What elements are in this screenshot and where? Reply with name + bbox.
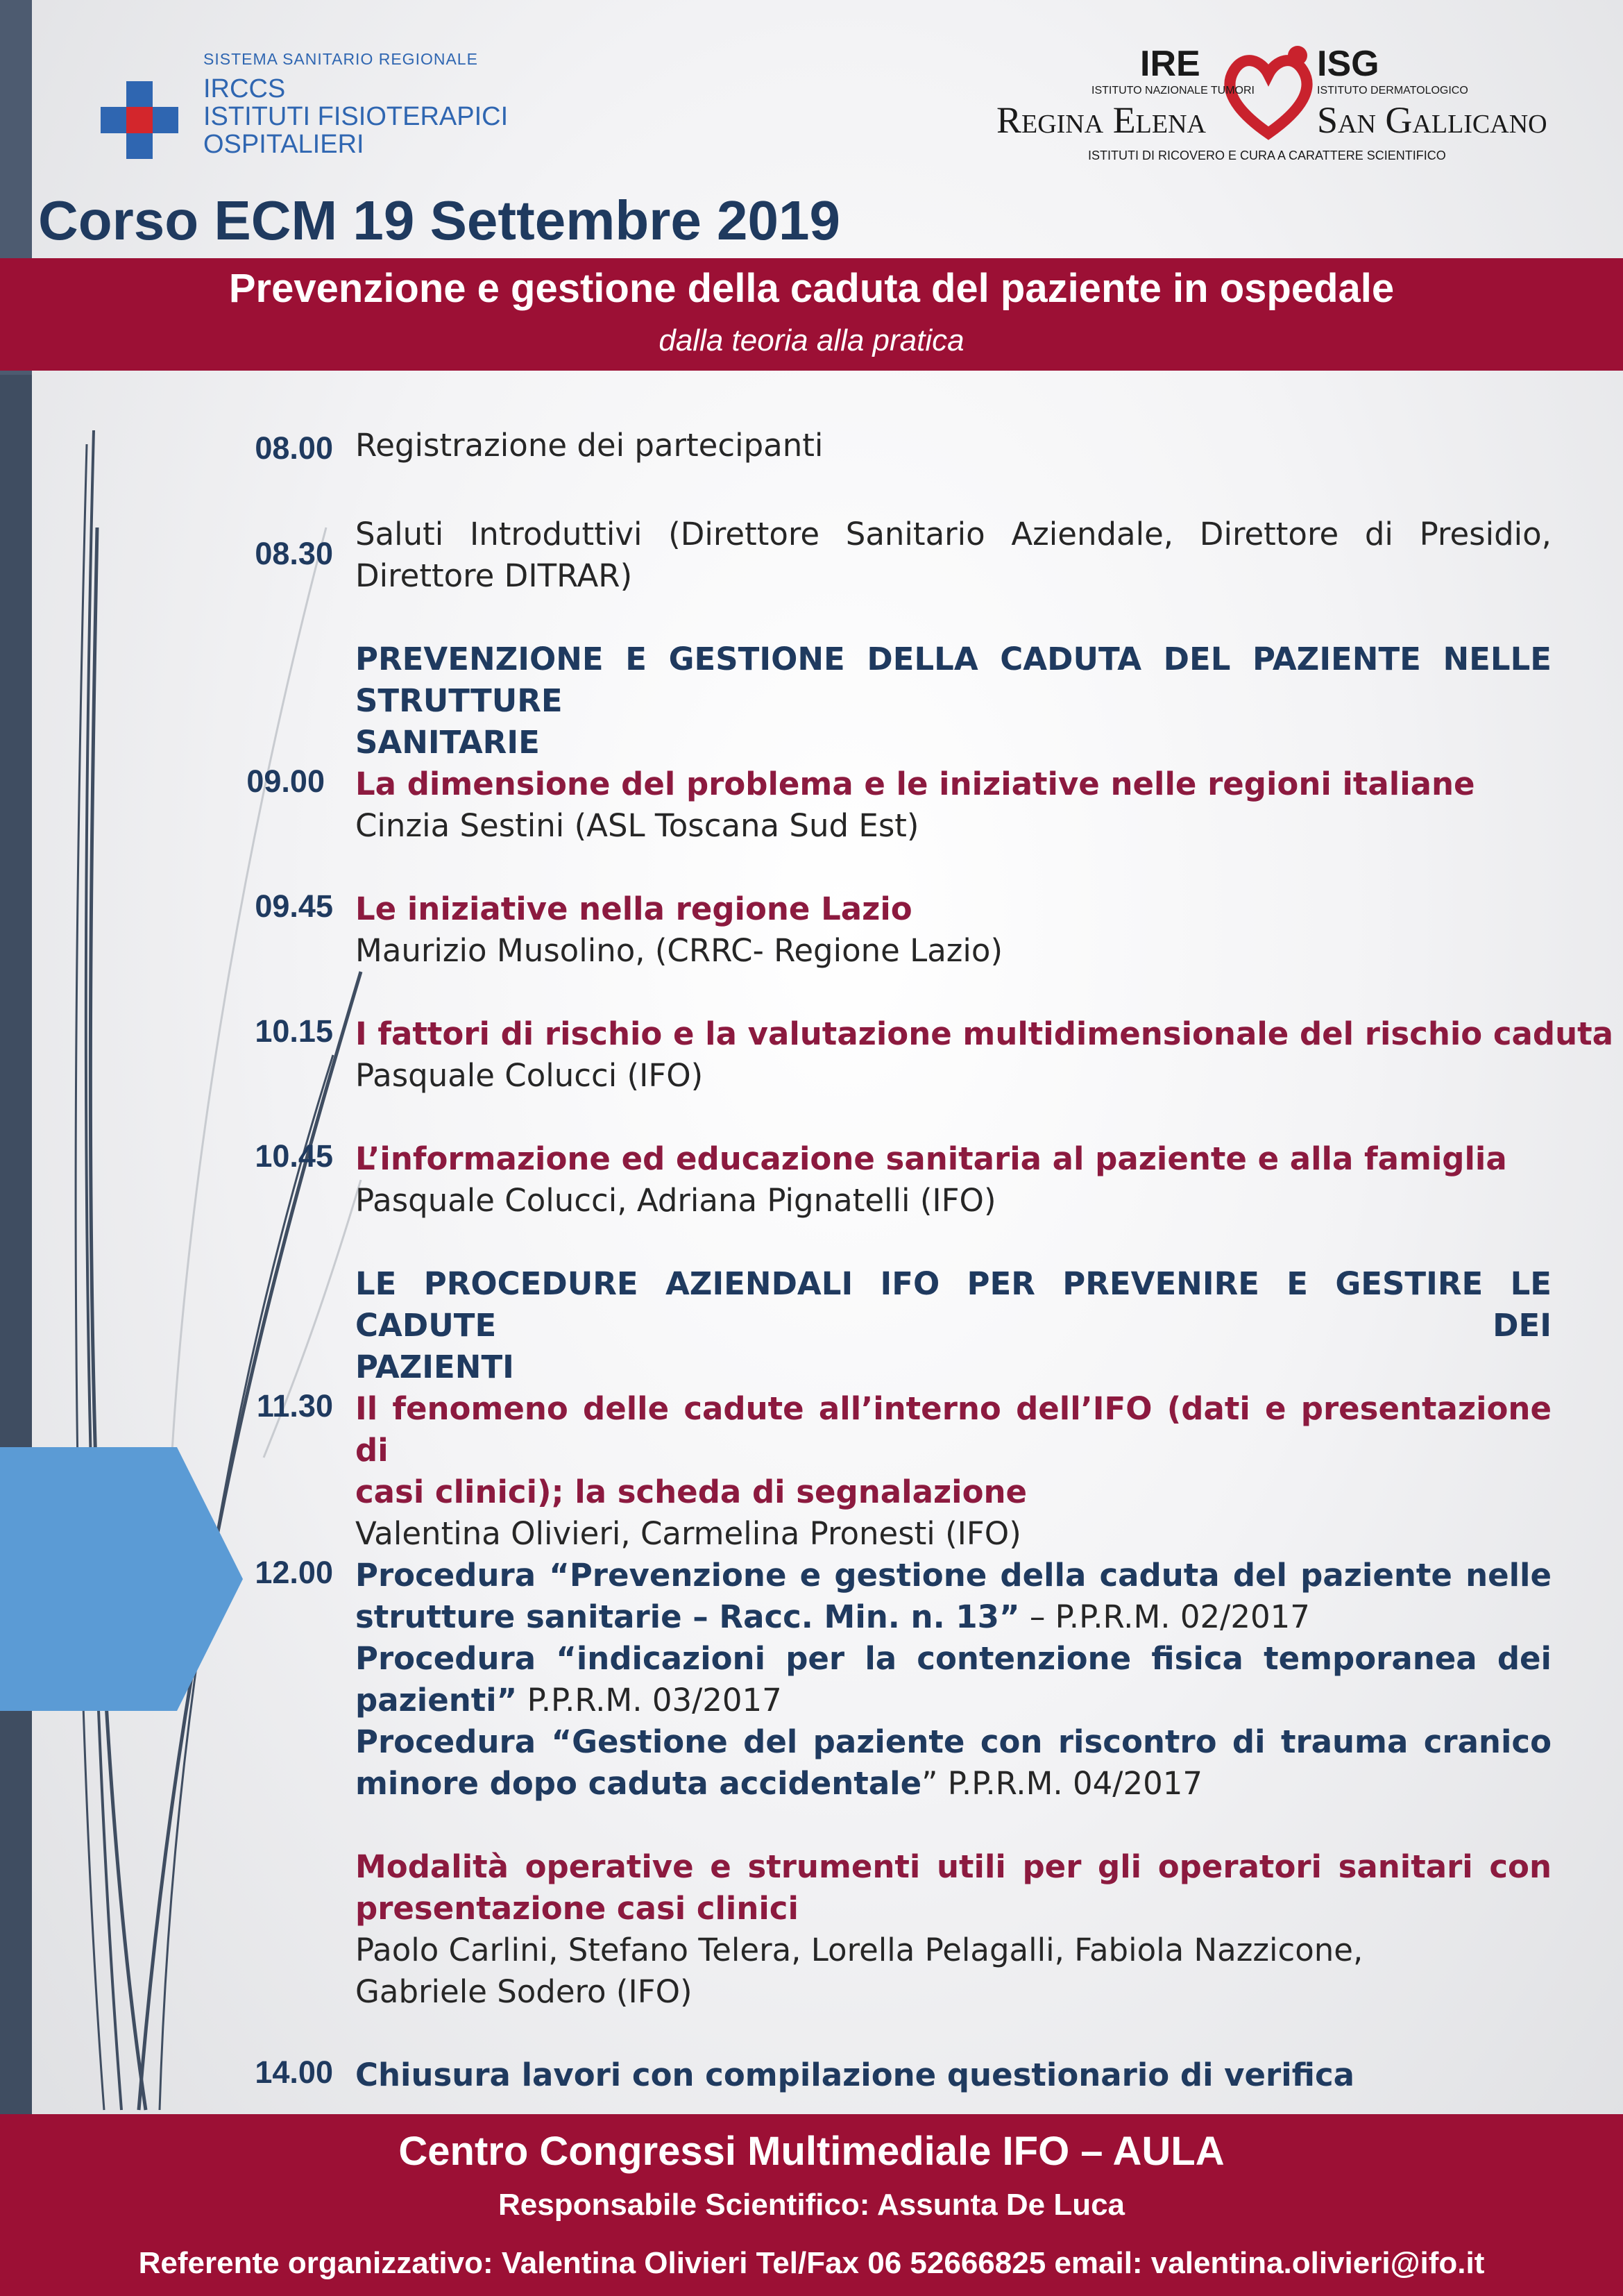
section2-line2: PAZIENTI bbox=[355, 1349, 514, 1385]
procedure3-code: ” P.P.R.M. 04/2017 bbox=[921, 1765, 1203, 1802]
procedure3-line1: Procedura “Gestione del paziente con riscontro di trauma cranico bbox=[355, 1723, 1552, 1760]
item-0900 bbox=[355, 763, 1552, 847]
item-modalita bbox=[355, 1846, 1552, 2013]
talk-title-0900: La dimensione del problema e le iniziative nelle regioni italiane bbox=[355, 766, 1475, 802]
item-1045 bbox=[355, 1138, 1552, 1222]
logo-system-text: SISTEMA SANITARIO REGIONALE bbox=[203, 50, 478, 68]
medical-cross-icon bbox=[101, 81, 178, 159]
footer-scientific: Responsabile Scientifico: Assunta De Luca bbox=[498, 2188, 1125, 2222]
procedure1-code: – P.P.R.M. 02/2017 bbox=[1019, 1598, 1310, 1635]
footer-venue: Centro Congressi Multimediale IFO – AULA bbox=[398, 2129, 1225, 2174]
logo-ire: IRE bbox=[1140, 44, 1200, 84]
logo-line-ospitalieri: OSPITALIERI bbox=[203, 130, 364, 159]
item-1015 bbox=[355, 1013, 1614, 1097]
time-1200: 12.00 bbox=[255, 1555, 333, 1590]
item-greetings bbox=[355, 514, 1552, 597]
modalita-speakers2: Gabriele Sodero (IFO) bbox=[355, 1973, 692, 2010]
item-1400 bbox=[355, 2054, 1552, 2096]
banner-title: Prevenzione e gestione della caduta del paziente in ospedale bbox=[228, 266, 1395, 311]
procedure2-line1: Procedura “indicazioni per la contenzione fisica temporanea dei bbox=[355, 1640, 1552, 1677]
talk-title-1045: L’informazione ed educazione sanitaria al paziente e alla famiglia bbox=[355, 1140, 1507, 1177]
time-1400: 14.00 bbox=[255, 2054, 333, 2090]
time-0900: 09.00 bbox=[246, 763, 325, 799]
logo-isg-sub: ISTITUTO DERMATOLOGICO bbox=[1317, 85, 1468, 96]
logo-regina-elena: Regina Elena bbox=[996, 99, 1206, 141]
speaker-0900: Cinzia Sestini (ASL Toscana Sud Est) bbox=[355, 807, 919, 844]
time-0830: 08.30 bbox=[255, 536, 333, 571]
section1-line1: PREVENZIONE E GESTIONE DELLA CADUTA DEL PAZIENTE NELLE STRUTTURE bbox=[355, 641, 1552, 719]
time-1045: 10.45 bbox=[255, 1138, 333, 1174]
logo-ire-sub: ISTITUTO NAZIONALE TUMORI bbox=[1091, 85, 1255, 96]
logo-line-ircss: IRCCS bbox=[203, 74, 286, 103]
section-heading-1 bbox=[355, 639, 1552, 763]
ire-isg-logo bbox=[970, 43, 1560, 168]
modalita-speakers1: Paolo Carlini, Stefano Telera, Lorella Pelagalli, Fabiola Nazzicone, bbox=[355, 1932, 1363, 1968]
item-1200 bbox=[355, 1555, 1552, 1805]
footer-banner bbox=[0, 2114, 1623, 2296]
course-title: Corso ECM 19 Settembre 2019 bbox=[38, 189, 841, 251]
item-1130 bbox=[355, 1388, 1552, 1555]
procedure1-line2-bold: strutture sanitarie – Racc. Min. n. 13” bbox=[355, 1598, 1020, 1635]
time-1015: 10.15 bbox=[255, 1013, 333, 1049]
item-registration bbox=[355, 425, 1552, 466]
footer-contact: Referente organizzativo: Valentina Olivieri Tel/Fax 06 52666825 email: valentina.olivieri@ifo.it bbox=[138, 2246, 1485, 2280]
time-1130: 11.30 bbox=[256, 1388, 333, 1424]
speaker-1045: Pasquale Colucci, Adriana Pignatelli (IFO) bbox=[355, 1182, 996, 1219]
blue-chevron-shape bbox=[0, 1447, 243, 1711]
section1-line2: SANITARIE bbox=[355, 724, 540, 761]
procedure1-line1: Procedura “Prevenzione e gestione della caduta del paziente nelle bbox=[355, 1557, 1552, 1594]
closing-text: Chiusura lavori con compilazione questionario di verifica bbox=[355, 2057, 1355, 2093]
speaker-1015: Pasquale Colucci (IFO) bbox=[355, 1057, 704, 1094]
greetings-line1: Saluti Introduttivi (Direttore Sanitario Aziendale, Direttore di Presidio, bbox=[355, 516, 1552, 552]
talk-title-1130-line1: Il fenomeno delle cadute all’interno dell’IFO (dati e presentazione di bbox=[355, 1390, 1552, 1469]
procedure3-line2-bold: minore dopo caduta accidentale bbox=[355, 1765, 922, 1802]
section2-line1: LE PROCEDURE AZIENDALI IFO PER PREVENIRE E GESTIRE LE CADUTE DEI bbox=[355, 1265, 1552, 1344]
logo-line-istituti: ISTITUTI FISIOTERAPICI bbox=[203, 102, 509, 131]
modalita-line1: Modalità operative e strumenti utili per gli operatori sanitari con bbox=[355, 1848, 1552, 1885]
speaker-0945: Maurizio Musolino, (CRRC- Regione Lazio) bbox=[355, 932, 1003, 969]
logo-caption: ISTITUTI DI RICOVERO E CURA A CARATTERE SCIENTIFICO bbox=[1088, 149, 1446, 162]
time-0945: 09.45 bbox=[255, 888, 333, 924]
registration-text: Registrazione dei partecipanti bbox=[355, 427, 824, 464]
banner-subtitle: dalla teoria alla pratica bbox=[658, 323, 965, 357]
item-0945 bbox=[355, 888, 1552, 972]
talk-title-1130-line2: casi clinici); la scheda di segnalazione bbox=[355, 1474, 1028, 1510]
ifo-logo bbox=[101, 50, 531, 168]
modalita-line2: presentazione casi clinici bbox=[355, 1890, 799, 1927]
time-0800: 08.00 bbox=[255, 430, 333, 466]
section-heading-2 bbox=[355, 1263, 1552, 1388]
logo-isg: ISG bbox=[1317, 44, 1379, 84]
speaker-1130: Valentina Olivieri, Carmelina Pronesti (IFO) bbox=[355, 1515, 1021, 1552]
talk-title-1015: I fattori di rischio e la valutazione multidimensionale del rischio caduta bbox=[355, 1015, 1614, 1052]
title-banner bbox=[0, 258, 1623, 371]
greetings-line2: Direttore DITRAR) bbox=[355, 557, 633, 594]
logo-san-gallicano: San Gallicano bbox=[1317, 99, 1547, 141]
talk-title-0945: Le iniziative nella regione Lazio bbox=[355, 890, 912, 927]
procedure2-line2-bold: pazienti” bbox=[355, 1682, 518, 1719]
procedure2-code: P.P.R.M. 03/2017 bbox=[517, 1682, 782, 1719]
